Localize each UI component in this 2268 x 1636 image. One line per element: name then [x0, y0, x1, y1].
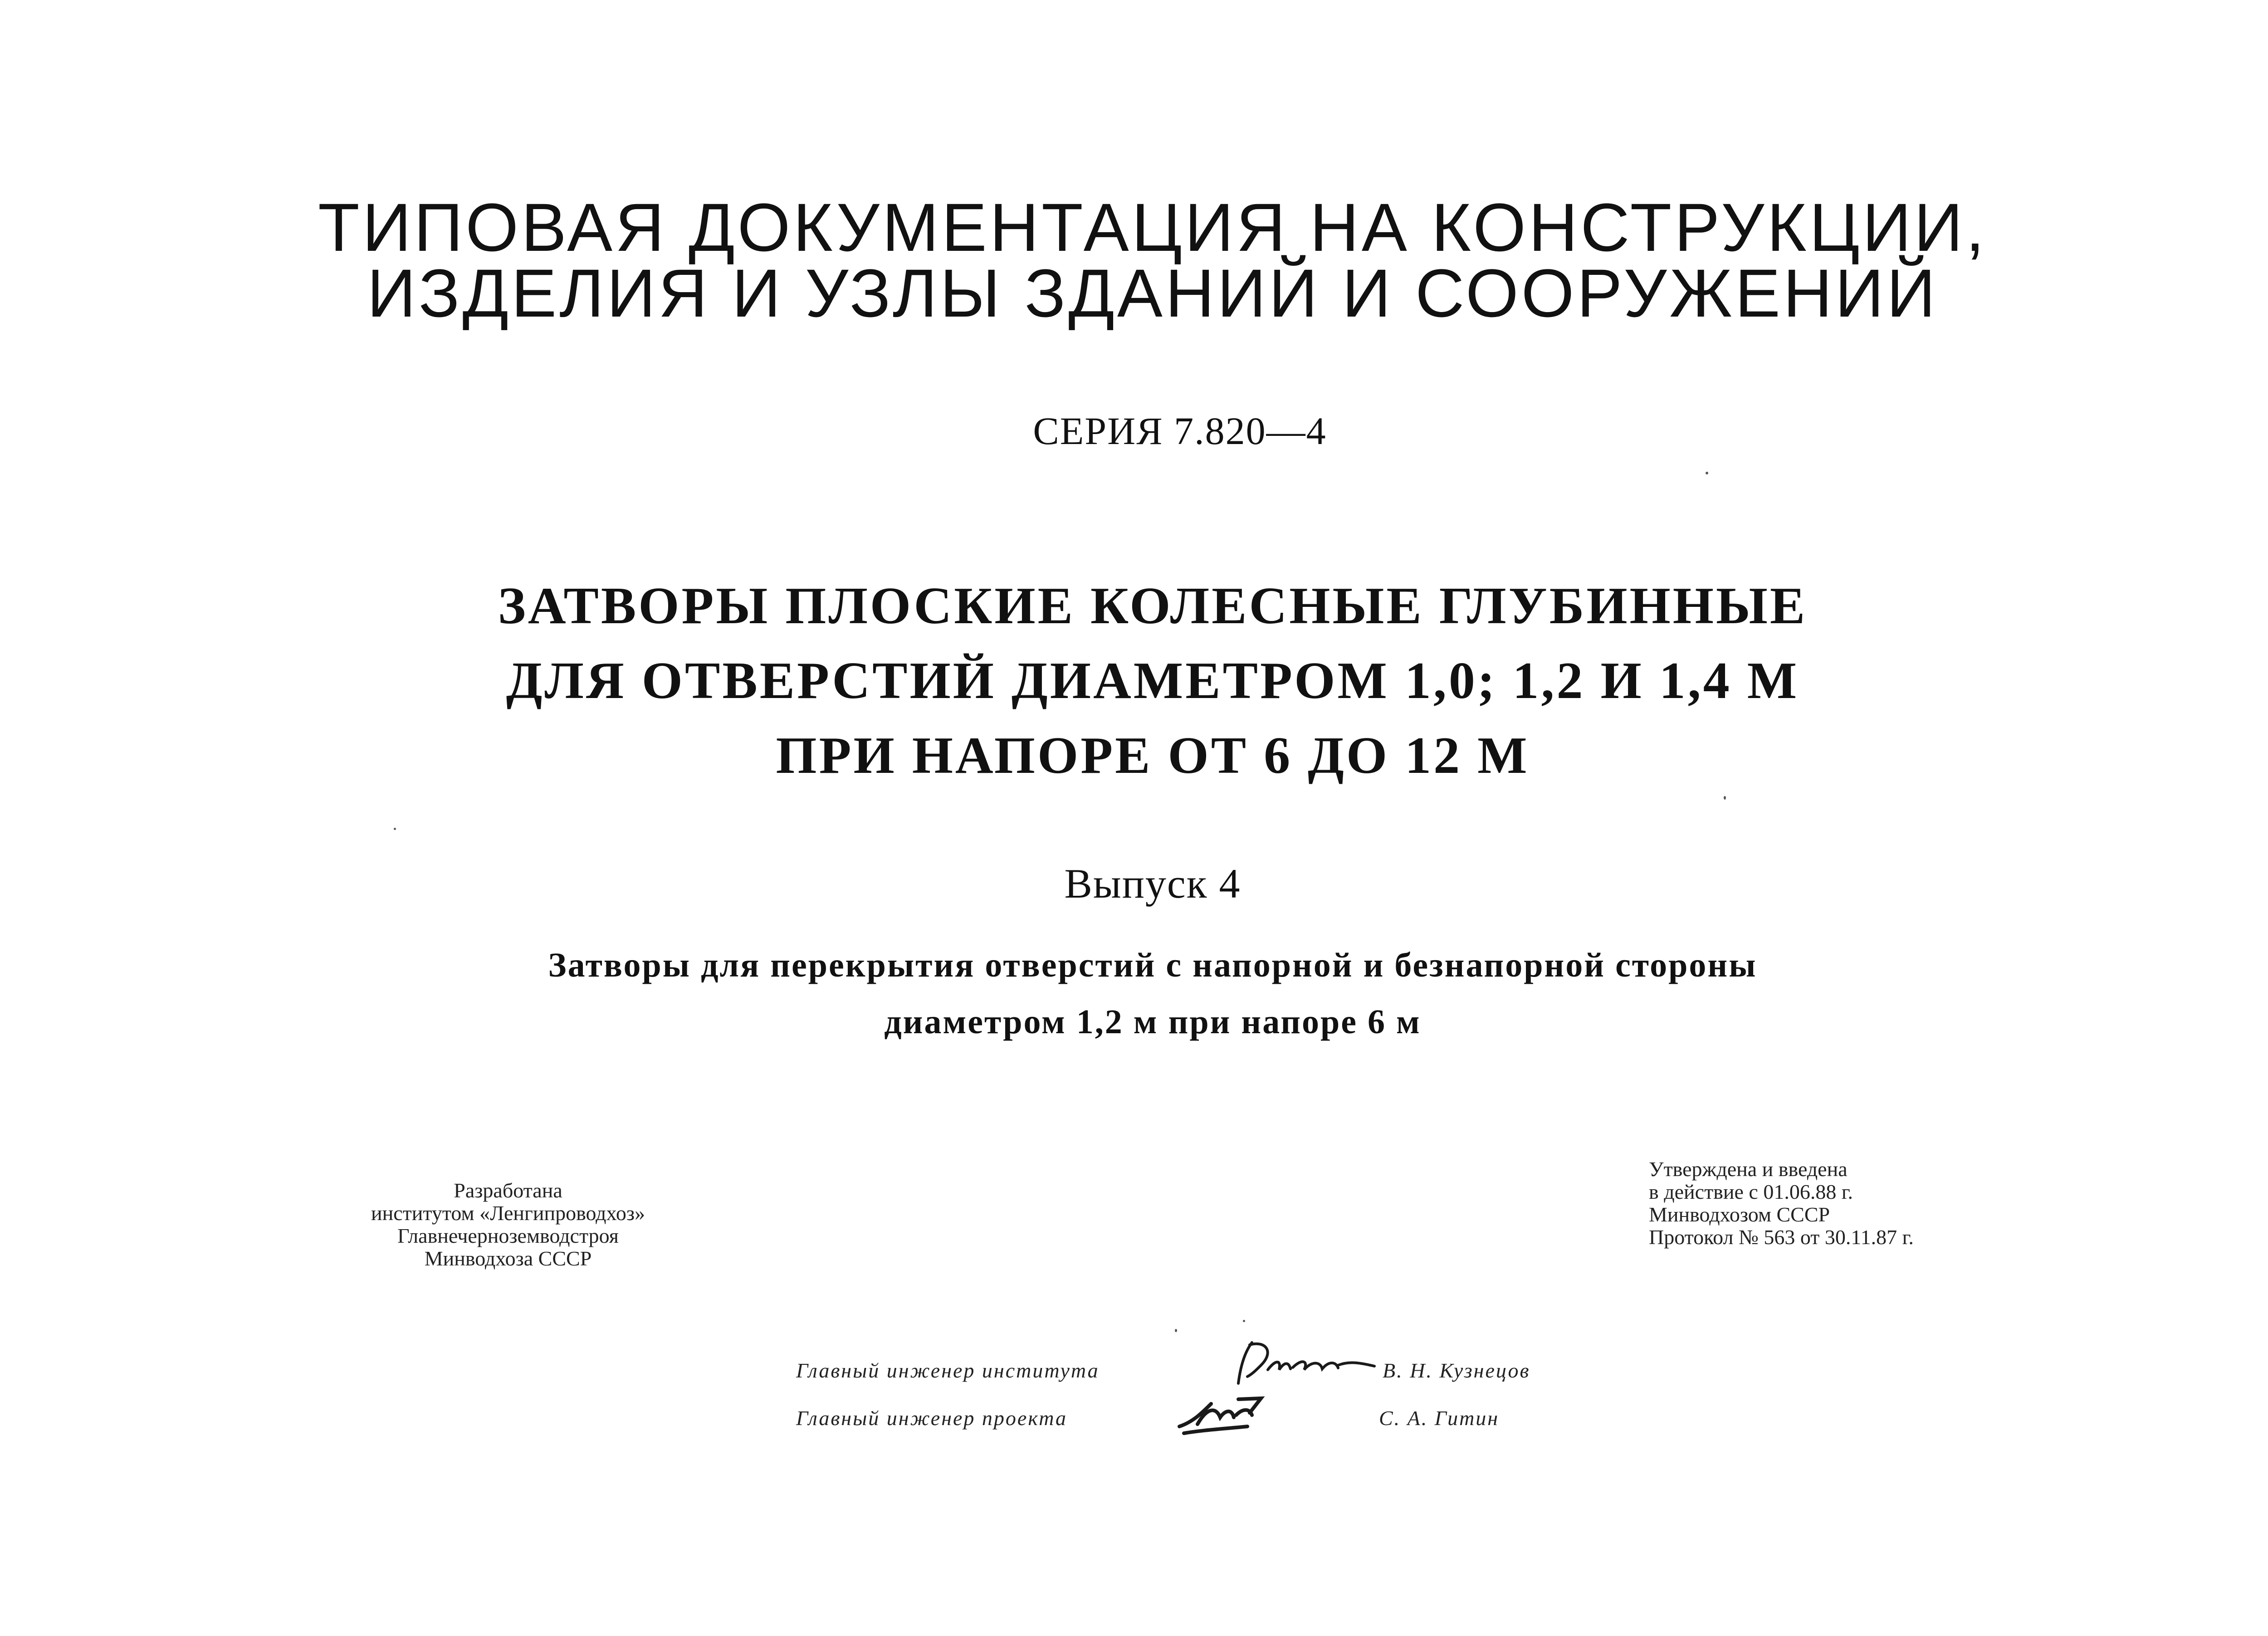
developed-by-line-1: Разработана	[454, 1179, 562, 1202]
scan-speck	[1724, 796, 1726, 800]
approval-block	[1649, 1158, 2268, 1249]
developed-by-line-3: Главнечерноземводстроя	[397, 1224, 619, 1247]
title-line-2: ДЛЯ ОТВЕРСТИЙ ДИАМЕТРОМ 1,0; 1,2 И 1,4 М	[506, 652, 1799, 710]
signature-2	[1170, 1390, 1279, 1440]
subtitle-line-1: Затворы для перекрытия отверстий с напорной и безнапорной стороны	[548, 946, 1757, 984]
scan-speck	[1706, 472, 1708, 474]
developed-by-line-4: Минводхоза СССР	[424, 1247, 592, 1270]
issue-label: Выпуск 4	[1064, 860, 1241, 907]
signatory-role-1: Главный инженер института	[796, 1359, 1100, 1382]
scan-speck	[1243, 1320, 1245, 1322]
subtitle-line-2: диаметром 1,2 м при напоре 6 м	[884, 1003, 1421, 1041]
scan-speck	[1175, 1329, 1177, 1332]
header-line-1: ТИПОВАЯ ДОКУМЕНТАЦИЯ НА КОНСТРУКЦИИ,	[318, 189, 1987, 265]
signatory-name-2: С. А. Гитин	[1379, 1406, 1500, 1430]
series-number: СЕРИЯ 7.820—4	[1033, 409, 1327, 453]
developed-by-block	[281, 1179, 735, 1270]
approval-line-4: Протокол № 563 от 30.11.87 г.	[1649, 1226, 1914, 1249]
approval-line-2: в действие с 01.06.88 г.	[1649, 1180, 1853, 1203]
signatory-role-2: Главный инженер проекта	[796, 1406, 1068, 1430]
title-line-3: ПРИ НАПОРЕ ОТ 6 ДО 12 М	[776, 727, 1530, 785]
approval-line-3: Минводхозом СССР	[1649, 1203, 1830, 1226]
approval-line-1: Утверждена и введена	[1649, 1157, 1848, 1181]
header-line-2: ИЗДЕЛИЯ И УЗЛЫ ЗДАНИЙ И СООРУЖЕНИЙ	[367, 255, 1938, 331]
signatory-name-1: В. Н. Кузнецов	[1383, 1359, 1530, 1382]
title-line-1: ЗАТВОРЫ ПЛОСКИЕ КОЛЕСНЫЕ ГЛУБИННЫЕ	[498, 577, 1808, 635]
signature-1	[1225, 1333, 1388, 1392]
developed-by-line-2: институтом «Ленгипроводхоз»	[371, 1201, 645, 1225]
scan-speck	[394, 828, 396, 830]
